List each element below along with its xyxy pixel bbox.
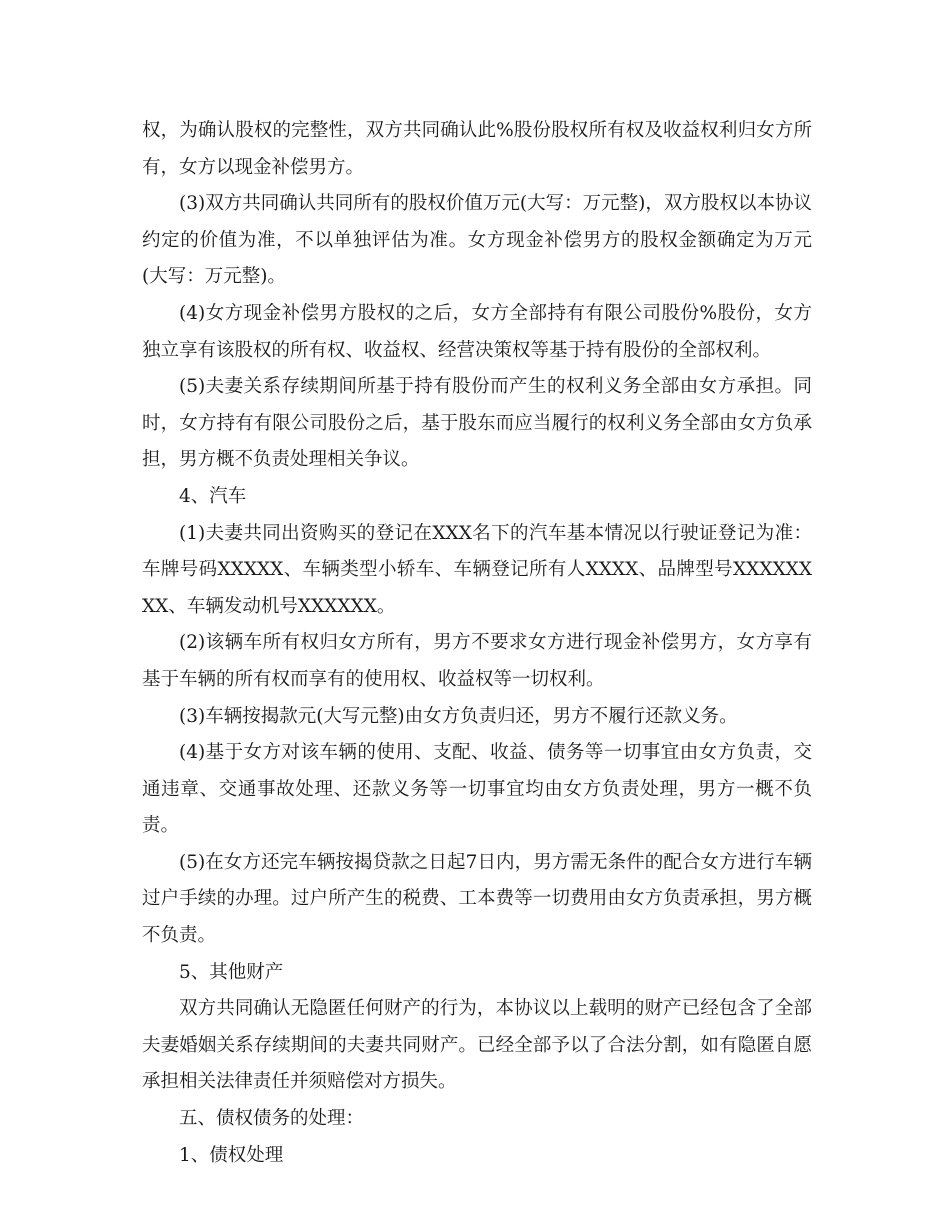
paragraph-equity-rights: (4)女方现金补偿男方股权的之后，女方全部持有有限公司股份%股份，女方独立享有该股权的所有权、收益权、经营决策权等基于持有股份的全部权利。 (142, 302, 812, 361)
paragraph-equity-value: (3)双方共同确认共同所有的股权价值万元(大写：万元整)，双方股权以本协议约定的价值为准，不以单独评估为准。女方现金补偿男方的股权金额确定为万元(大写：万元整)。 (142, 193, 812, 288)
paragraph-other-property: 双方共同确认无隐匿任何财产的行为，本协议以上载明的财产已经包含了全部夫妻婚姻关系存续期间的夫妻共同财产。已经全部予以了合法分割，如有隐匿自愿承担相关法律责任并须赔偿对方损失。 (142, 998, 812, 1093)
paragraph-car-ownership: (2)该辆车所有权归女方所有，男方不要求女方进行现金补偿男方，女方享有基于车辆的所有权而享有的使用权、收益权等一切权利。 (142, 632, 812, 690)
section-heading-car: 4、汽车 (179, 485, 247, 507)
paragraph-car-transfer: (5)在女方还完车辆按揭贷款之日起7日内，男方需无条件的配合女方进行车辆过户手续的办理。过户所产生的税费、工本费等一切费用由女方负责承担，男方概不负责。 (142, 851, 812, 947)
section-heading-other-property: 5、其他财产 (179, 961, 284, 983)
paragraph-car-info: (1)夫妻共同出资购买的登记在XXX名下的汽车基本情况以行驶证登记为准：车牌号码XXXXX、车辆类型小轿车、车辆登记所有人XXXX、品牌型号XXXXXXXX、车辆发动机号XXXXXX。 (142, 522, 812, 617)
section-heading-claims: 1、债权处理 (179, 1144, 284, 1166)
document-body (142, 113, 812, 1174)
paragraph-car-responsibility: (4)基于女方对该车辆的使用、支配、收益、债务等一切事宜由女方负责，交通违章、交通事故处理、还款义务等一切事宜均由女方负责处理，男方一概不负责。 (142, 742, 812, 837)
section-heading-debts: 五、债权债务的处理： (179, 1108, 365, 1130)
paragraph-equity-obligations: (5)夫妻关系存续期间所基于持有股份而产生的权利义务全部由女方承担。同时，女方持有有限公司股份之后，基于股东而应当履行的权利义务全部由女方负承担，男方概不负责处理相关争议。 (142, 376, 812, 471)
paragraph-equity-ownership: 权，为确认股权的完整性，双方共同确认此%股份股权所有权及收益权利归女方所有，女方以现金补偿男方。 (142, 120, 812, 178)
paragraph-car-loan: (3)车辆按揭款元(大写元整)由女方负责归还，男方不履行还款义务。 (179, 705, 738, 727)
